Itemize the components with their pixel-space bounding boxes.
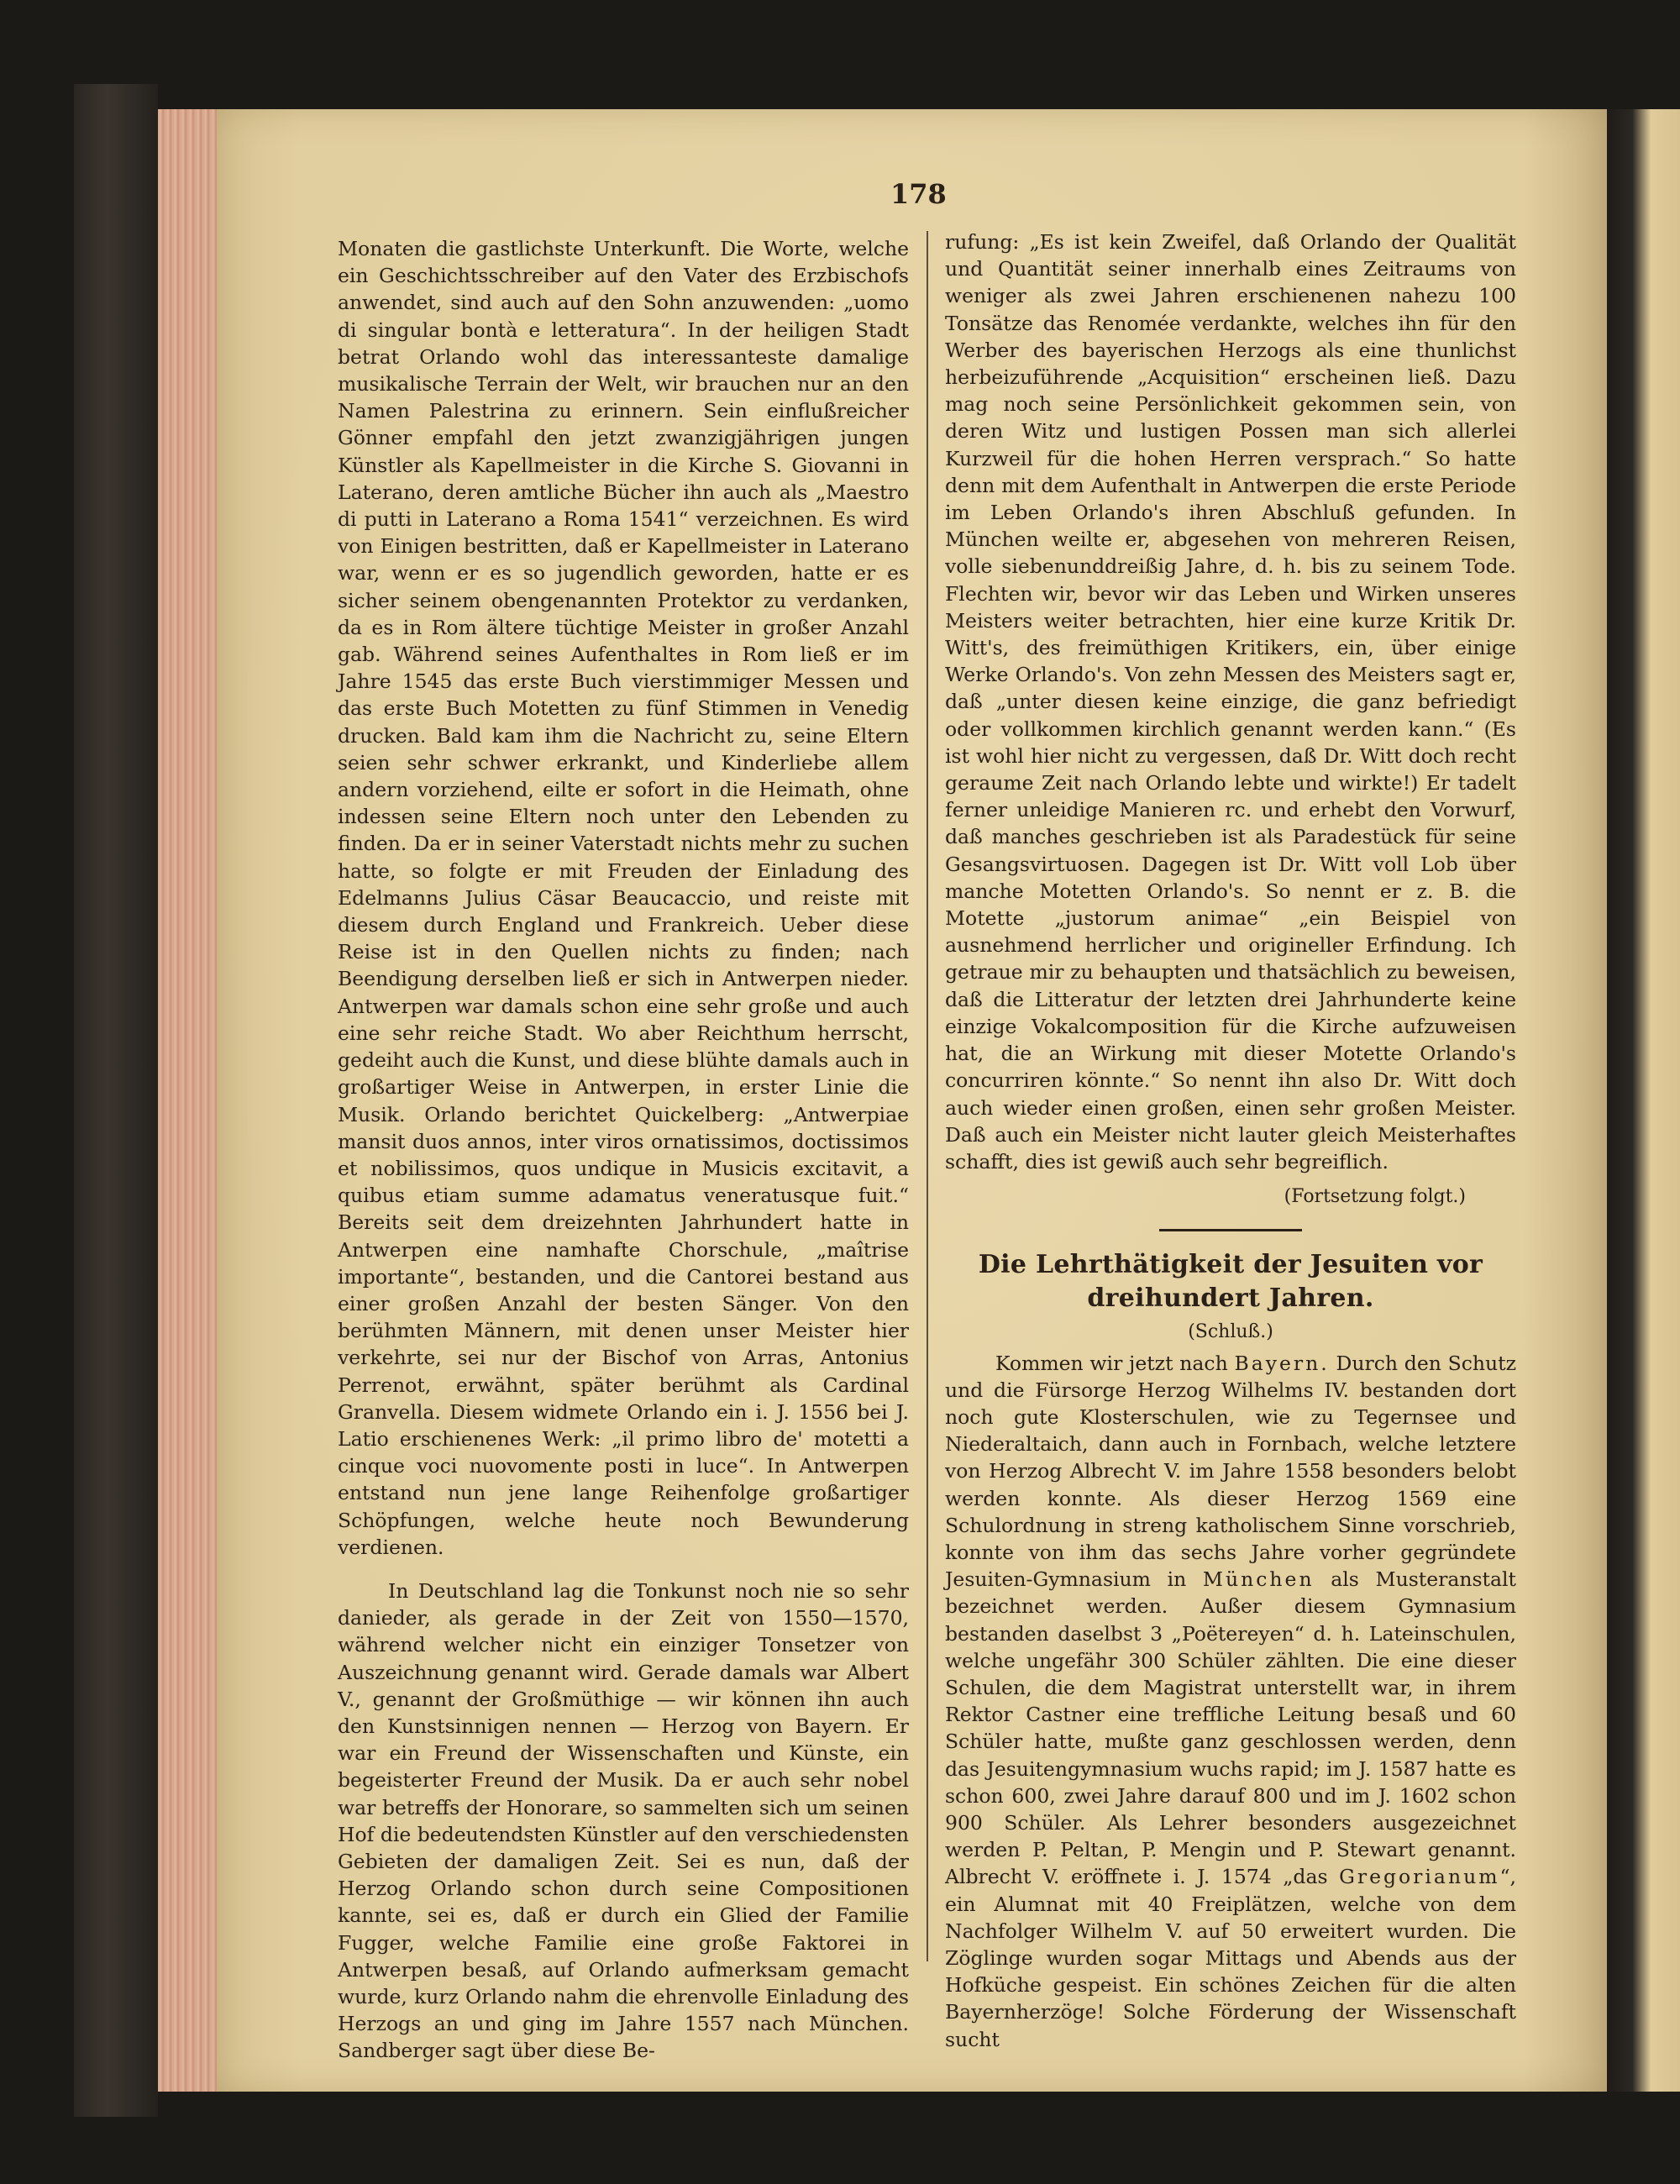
para2-lead: Kommen wir jetzt nach [995,1351,1228,1375]
right-column [945,228,1516,2053]
continuation-note: (Fortsetzung folgt.) [1284,1186,1466,1208]
section-subheading: (Schluß.) [1188,1321,1273,1343]
right-paragraph-1: rufung: „Es ist kein Zweifel, daß Orlando der Qualität und Quantität seiner innerhalb eines Zeitraums von weniger als zwei Jahren erschienenen nahezu 100 Tonsätze das Renomée verdankte, welches ihn für den Werber des bayerischen Herzogs als eine thunlichst herbeizuführende „Acquisition“ erscheinen ließ. Dazu mag noch seine Persönlichkeit gekommen sein, von deren Witz und lustigen Possen man sich allerlei Kurzweil für die hohen Herren versprach.“ So hatte denn mit dem Aufenthalt in Antwerpen die erste Periode im Leben Orlando's ihren Abschluß gefunden. In München weilte er, abgesehen von mehreren Reisen, volle siebenunddreißig Jahre, d. h. bis zu seinem Tode. Flechten wir, bevor wir das Leben und Wirken unseres Meisters weiter betrachten, hier eine kurze Kritik Dr. Witt's, des freimüthigen Kritikers, ein, über einige Werke Orlando's. Von zehn Messen des Meisters sagt er, daß „unter diesen keine einzige, die ganz befriedigt oder vollkommen kirchlich genannt werden kann.“ (Es ist wohl hier nicht zu vergessen, daß Dr. Witt doch recht geraume Zeit nach Orlando lebte und wirkte!) Er tadelt ferner unleidige Manieren rc. und erhebt den Vorwurf, daß manches geschrieben ist als Paradestück für seine Gesangsvirtuosen. Dagegen ist Dr. Witt voll Lob über manche Motetten Orlando's. So nennt er z. B. die Motette „justorum animae“ „ein Beispiel von ausnehmend herrlicher und origineller Erfindung. Ich getraue mir zu behaupten und thatsächlich zu beweisen, daß die Litteratur der letzten drei Jahrhunderte keine einzige Vokalcomposition für die Kirche aufzuweisen hat, die an Wirkung mit dieser Motette Orlando's concurriren könnte.“ So nennt ihn also Dr. Witt doch auch wieder einen großen, einen sehr großen Meister. Daß auch ein Meister nicht lauter gleich Meisterhaftes schafft, dies ist gewiß auch sehr begreiflich. [945,230,1516,1173]
section-heading: Die Lehrthätigkeit der Jesuiten vor dreihundert Jahren. [978,1250,1483,1314]
page-edges [158,109,217,2092]
book-spine [74,84,158,2117]
para2-text-a: Durch den Schutz und die Fürsorge Herzog Wilhelms IV. bestanden dort noch gute Klosterschulen, wie zu Tegernsee und Niederaltaich, dann auch in Fornbach, welche letztere von Herzog Albrecht V. im Jahre 1558 besonders belobt werden konnte. Als dieser Herzog 1569 eine Schulordnung in streng katholischem Sinne vorschrieb, konnte von ihm das sechs Jahre vorher gegründete Jesuiten-Gymnasium in [945,1351,1516,1592]
facing-page-edge [1607,109,1680,2092]
column-divider [927,231,928,1961]
para2-text-c: “, ein Alumnat mit 40 Freiplätzen, welche von dem Nachfolger Wilhelm V. auf 50 erweitert wurden. Die Zöglinge wurden sogar Mittags und Abends aus der Hofküche gespeist. Ein schönes Zeichen für die alten Bayernherzöge! Solche Förderung der Wissenschaft sucht [945,1865,1516,2051]
left-paragraph-2: In Deutschland lag die Tonkunst noch nie so sehr danieder, als gerade in der Zeit von 1550—1570, während welcher nicht ein einziger Tonsetzer von Auszeichnung genannt wird. Gerade damals war Albert V., genannt der Großmüthige — wir können ihn auch den Kunstsinnigen nennen — Herzog von Bayern. Er war ein Freund der Wissenschaften und Künste, ein begeisterter Freund der Musik. Da er auch sehr nobel war betreffs der Honorare, so sammelten sich um seinen Hof die bedeutendsten Künstler auf den verschiedensten Gebieten der damaligen Zeit. Sei es nun, daß der Herzog Orlando schon durch seine Compositionen kannte, sei es, daß er durch ein Glied der Familie Fugger, welche Familie eine große Faktorei in Antwerpen besaß, auf Orlando aufmerksam gemacht wurde, kurz Orlando nahm die ehrenvolle Einladung des Herzogs an und ging im Jahre 1557 nach München. Sandberger sagt über diese Be- [338,1578,909,2063]
right-paragraph-2 [945,1350,1516,2053]
page-number: 178 [890,178,947,210]
para2-muenchen: München [1202,1567,1315,1592]
para2-bayern: Bayern. [1234,1351,1330,1375]
para2-text-b: als Musteranstalt bezeichnet werden. Außer diesem Gymnasium bestanden daselbst 3 „Poëtereyen“ d. h. Lateinschulen, welche ungefähr 300 Schüler zählten. Die eine dieser Schulen, die dem Magistrat unterstellt war, in ihrem Rektor Castner eine treffliche Leitung besaß und 60 Schüler hatte, mußte ganz geschlossen werden, denn das Jesuitengymnasium wuchs rapid; im J. 1587 hatte es schon 600, zwei Jahre darauf 800 und im J. 1602 schon 900 Schüler. Als Lehrer besonders ausgezeichnet werden P. Peltan, P. Mengin und P. Stewart genannt. Albrecht V. eröffnete i. J. 1574 „das [945,1567,1516,1889]
section-rule [1159,1229,1302,1231]
left-column [338,235,909,2065]
para2-gregorianum: Gregorianum [1339,1865,1500,1889]
left-paragraph-1: Monaten die gastlichste Unterkunft. Die Worte, welche ein Geschichtsschreiber auf den Vater des Erzbischofs anwendet, sind auch auf den Sohn anzuwenden: „uomo di singular bontà e letteratura“. In der heiligen Stadt betrat Orlando wohl das interessanteste damalige musikalische Terrain der Welt, wir brauchen nur an den Namen Palestrina zu erinnern. Sein einflußreicher Gönner empfahl den jetzt zwanzigjährigen jungen Künstler als Kapellmeister in die Kirche S. Giovanni in Laterano, deren amtliche Bücher ihn auch als „Maestro di putti in Laterano a Roma 1541“ verzeichnen. Es wird von Einigen bestritten, daß er Kapellmeister in Laterano war, wenn er es so jugendlich geworden, hatte er es sicher seinem obengenannten Protektor zu verdanken, da es in Rom ältere tüchtige Meister in großer Anzahl gab. Während seines Aufenthaltes in Rom ließ er im Jahre 1545 das erste Buch vierstimmiger Messen und das erste Buch Motetten zu fünf Stimmen in Venedig drucken. Bald kam ihm die Nachricht zu, seine Eltern seien sehr schwer erkrankt, und Kinderliebe allem andern vorziehend, eilte er sofort in die Heimath, ohne indessen seine Eltern noch unter den Lebenden zu finden. Da er in seiner Vaterstadt nichts mehr zu suchen hatte, so folgte er mit Freuden der Einladung des Edelmanns Julius Cäsar Beaucaccio, und reiste mit diesem durch England und Frankreich. Ueber diese Reise ist in den Quellen nichts zu finden; nach Beendigung derselben ließ er sich in Antwerpen nieder. Antwerpen war damals schon eine sehr große und auch eine sehr reiche Stadt. Wo aber Reichthum herrscht, gedeiht auch die Kunst, und diese blühte damals auch in großartiger Weise in Antwerpen, in erster Linie die Musik. Orlando berichtet Quickelberg: „Antwerpiae mansit duos annos, inter viros ornatissimos, doctissimos et nobilissimos, quos undique in Musicis excitavit, a quibus etiam summe adamatus veneratusque fuit.“ Bereits seit dem dreizehnten Jahrhundert hatte in Antwerpen eine namhafte Chorschule, „maîtrise importante“, bestanden, und die Cantorei bestand aus einer großen Anzahl der besten Sänger. Von den berühmten Männern, mit denen unser Meister hier verkehrte, sei nur der Bischof von Arras, Antonius Perrenot, erwähnt, später berühmt als Cardinal Granvella. Diesem widmete Orlando ein i. J. 1556 bei J. Latio erschienenes Werk: „il primo libro de' motetti a cinque voci nuovomente posti in luce“. In Antwerpen entstand nun jene lange Reihenfolge großartiger Schöpfungen, welche heute noch Bewunderung verdienen. [338,237,909,1559]
